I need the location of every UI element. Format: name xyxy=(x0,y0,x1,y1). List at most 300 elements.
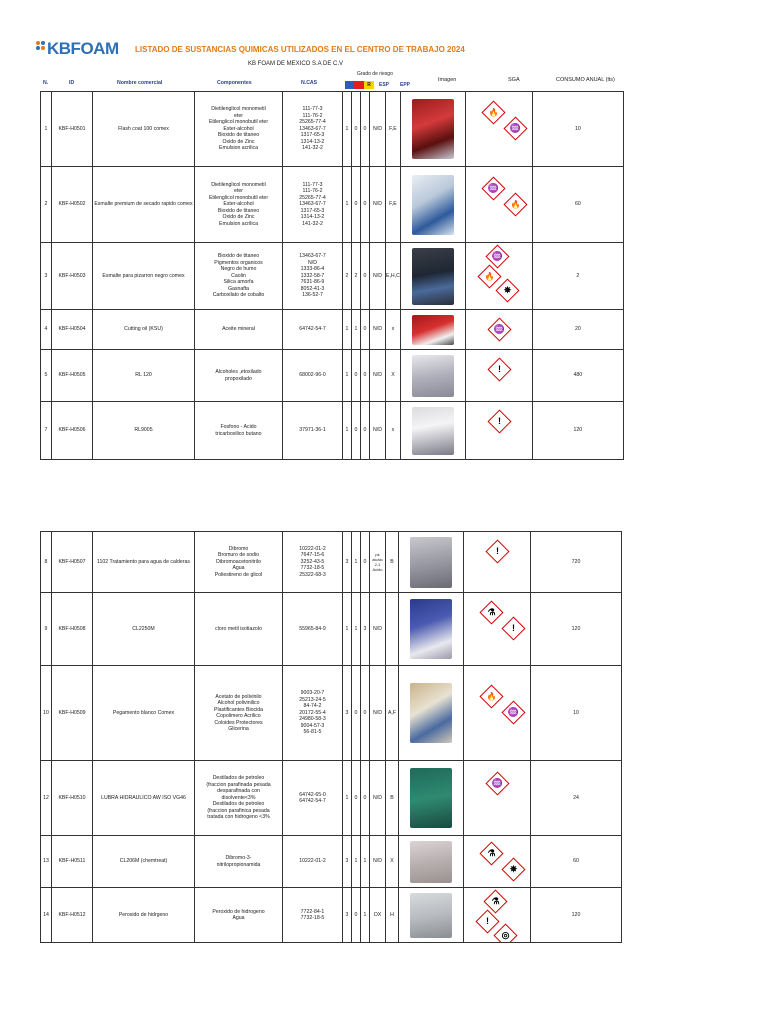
row-consumo xyxy=(532,310,623,350)
row-esp xyxy=(370,761,386,836)
row-imagen xyxy=(399,532,464,593)
component-line: (fraccion parafinica pesada xyxy=(207,807,270,814)
flame-icon: 🔥 xyxy=(503,192,527,216)
row-imagen xyxy=(399,761,464,836)
row-number xyxy=(41,92,52,167)
product-photo xyxy=(410,683,452,743)
row-consumo xyxy=(531,888,622,943)
col-header-componentes: Componentes xyxy=(217,80,252,86)
health-swatch: S xyxy=(345,81,354,89)
row-sga xyxy=(465,92,532,167)
exclamation-icon: ! xyxy=(485,539,509,563)
epp-value: x xyxy=(391,427,395,434)
company-logo xyxy=(36,38,119,60)
row-number-value: 3 xyxy=(44,272,48,279)
component-line: Bioxido de titaneo xyxy=(217,132,260,139)
reactivity-swatch: R xyxy=(364,81,374,89)
row-number xyxy=(41,888,52,943)
row-id xyxy=(52,243,93,310)
row-number-value: 10 xyxy=(43,709,49,716)
inflamabilidad-value: 1 xyxy=(354,326,358,333)
row-id xyxy=(52,888,93,943)
product-photo xyxy=(410,768,452,828)
cas-line: 10222-01-2 xyxy=(299,858,326,865)
row-number xyxy=(41,310,52,350)
row-esp xyxy=(370,92,386,167)
esp-value: N/D xyxy=(373,201,382,208)
row-nombre xyxy=(93,836,195,888)
row-reactividad xyxy=(361,761,370,836)
component-line: Agua xyxy=(232,915,245,921)
row-nombre xyxy=(93,243,195,310)
reactividad-value: 0 xyxy=(363,372,367,379)
row-inflamabilidad xyxy=(352,761,361,836)
logo-mark-icon xyxy=(36,40,46,58)
row-inflamabilidad xyxy=(352,310,361,350)
reactividad-value: 0 xyxy=(363,326,367,333)
row-reactividad xyxy=(361,888,370,943)
component-line: Silica amorfa xyxy=(223,279,254,286)
row-id xyxy=(52,593,93,666)
cas-line: 56-81-5 xyxy=(303,729,322,736)
row-esp xyxy=(370,666,386,761)
row-cas xyxy=(283,532,343,593)
row-componentes xyxy=(195,888,283,943)
reactividad-value: 3 xyxy=(363,625,367,632)
cas-line: 1314-13-2 xyxy=(300,214,325,221)
row-nombre xyxy=(93,310,195,350)
cas-line: 111-77-3 xyxy=(302,106,323,113)
row-cas xyxy=(283,888,343,943)
row-salud xyxy=(343,167,352,243)
product-photo xyxy=(410,599,452,659)
environment-icon: ♒ xyxy=(503,116,527,140)
row-sga xyxy=(464,761,531,836)
esp-value: N/D xyxy=(373,427,382,434)
row-nombre xyxy=(93,92,195,167)
sga-pictograms xyxy=(469,313,529,347)
esp-value: N/D xyxy=(373,272,382,279)
product-photo xyxy=(412,175,454,235)
component-line: tricarboxilico butano xyxy=(215,430,262,437)
row-imagen xyxy=(400,92,465,167)
esp-value: OX xyxy=(373,911,382,918)
cas-line: 9003-20-7 xyxy=(300,690,325,697)
row-componentes xyxy=(195,167,283,243)
component-line: Oxido de Zinc xyxy=(222,214,255,221)
row-inflamabilidad xyxy=(352,92,361,167)
row-inflamabilidad xyxy=(352,836,361,888)
row-id xyxy=(52,761,93,836)
row-id xyxy=(52,350,93,402)
salud-value: 1 xyxy=(345,125,349,132)
row-sga xyxy=(464,888,531,943)
exclamation-icon: ! xyxy=(475,909,499,933)
cas-line: 111-76-2 xyxy=(302,112,323,119)
row-inflamabilidad xyxy=(352,243,361,310)
row-cas xyxy=(283,310,343,350)
salud-value: 1 xyxy=(345,625,349,632)
cas-line: 25265-77-4 xyxy=(299,119,326,126)
logo-text: KBFOAM xyxy=(47,39,119,58)
cas-line: 68002-96-0 xyxy=(299,372,326,379)
table-row xyxy=(41,666,622,761)
row-epp xyxy=(386,761,399,836)
component-line: Oxido de Zinc xyxy=(222,138,255,145)
component-line: tratada con hidrogeno <3% xyxy=(207,814,270,821)
component-line: Emulsion acrilica xyxy=(219,145,258,152)
cas-line: 64742-54-7 xyxy=(299,798,326,804)
row-inflamabilidad xyxy=(352,666,361,761)
row-esp xyxy=(370,243,386,310)
inflamabilidad-value: 1 xyxy=(354,625,358,632)
row-epp xyxy=(386,666,399,761)
component-line: Emulsion acrilica xyxy=(219,220,258,227)
row-sga xyxy=(464,593,531,666)
epp-value: E,H,C xyxy=(386,272,400,279)
row-salud xyxy=(343,310,352,350)
reactividad-value: 0 xyxy=(363,125,367,132)
fire-swatch: I xyxy=(354,81,364,89)
row-esp xyxy=(370,836,386,888)
row-cas xyxy=(283,593,343,666)
row-id-value: KBF-H0508 xyxy=(58,625,86,632)
inflamabilidad-value: 1 xyxy=(354,558,358,565)
reactividad-value: 0 xyxy=(363,272,367,279)
row-nombre xyxy=(93,167,195,243)
row-epp xyxy=(386,593,399,666)
row-componentes xyxy=(195,761,283,836)
sga-pictograms xyxy=(469,98,529,160)
row-imagen xyxy=(400,310,465,350)
component-line: Caolin xyxy=(231,272,246,279)
corrosion-icon: ⚗ xyxy=(479,841,503,865)
inflamabilidad-value: 2 xyxy=(354,272,358,279)
component-line: Etilenglicol monobutil eter xyxy=(208,194,269,201)
row-epp xyxy=(386,92,401,167)
reactividad-value: 1 xyxy=(363,858,367,865)
row-nombre xyxy=(93,402,195,460)
row-id-value: KBF-H0505 xyxy=(58,372,86,379)
cas-line: 7732-18-5 xyxy=(300,565,325,572)
component-line: Pigmentos organicos xyxy=(214,259,263,266)
epp-value: H xyxy=(390,911,394,918)
row-reactividad xyxy=(361,836,370,888)
row-componentes xyxy=(195,532,283,593)
row-imagen xyxy=(399,593,464,666)
row-id xyxy=(52,167,93,243)
epp-value: A,F xyxy=(387,709,397,716)
row-salud xyxy=(343,666,352,761)
row-componentes xyxy=(195,402,283,460)
salud-value: 1 xyxy=(345,794,349,801)
environment-icon: ♒ xyxy=(481,176,505,200)
cas-line: 111-77-3 xyxy=(302,181,323,188)
col-header-consumo: CONSUMO ANUAL (lts) xyxy=(556,77,615,83)
component-line: Destilados de petroleo xyxy=(212,775,265,782)
component-line: propoxilado xyxy=(225,375,252,382)
row-epp xyxy=(386,532,399,593)
grado-riesgo-label: Grado de riesgo xyxy=(357,71,393,77)
row-esp xyxy=(370,402,386,460)
row-sga xyxy=(465,243,532,310)
epp-value: X xyxy=(391,372,395,379)
sga-pictograms xyxy=(467,767,527,829)
row-cas xyxy=(283,167,343,243)
col-header-n: N. xyxy=(43,80,49,86)
cas-line: 7631-86-9 xyxy=(300,279,325,286)
inflamabilidad-value: 0 xyxy=(354,709,358,716)
row-cas xyxy=(283,402,343,460)
component-line: eter xyxy=(234,188,243,195)
row-id-value: KBF-H0502 xyxy=(58,201,86,208)
inflamabilidad-value: 0 xyxy=(354,125,358,132)
component-line: Gasnafta xyxy=(227,285,250,292)
environment-icon: ♒ xyxy=(485,771,509,795)
row-sga xyxy=(465,350,532,402)
component-line: Negro de humo xyxy=(220,266,257,273)
row-number-value: 2 xyxy=(44,201,48,208)
salud-value: 3 xyxy=(345,911,349,918)
row-cas xyxy=(283,836,343,888)
component-line: Etilenglicol monobutil eter xyxy=(208,119,269,126)
cas-line: 20172-55-4 xyxy=(299,709,326,716)
row-number xyxy=(41,761,52,836)
row-salud xyxy=(343,532,352,593)
row-esp xyxy=(370,532,386,593)
environment-icon: ♒ xyxy=(487,317,511,341)
table-row xyxy=(41,243,624,310)
row-consumo xyxy=(531,836,622,888)
inflamabilidad-value: 0 xyxy=(354,201,358,208)
product-photo xyxy=(412,315,454,345)
row-nombre-value: Esmalte premium de secado rapido comex xyxy=(94,201,193,208)
component-line: Ester-alcohol xyxy=(223,125,254,132)
epp-value: F,E xyxy=(389,201,397,208)
esp-value: N/D xyxy=(373,125,382,132)
row-consumo xyxy=(531,666,622,761)
row-sga xyxy=(464,836,531,888)
row-id-value: KBF-H0504 xyxy=(58,326,86,333)
flame-icon: 🔥 xyxy=(481,100,505,124)
cas-line: 136-52-7 xyxy=(302,292,323,299)
component-line: Copolimero Acrilico xyxy=(216,713,261,719)
row-nombre xyxy=(93,888,195,943)
component-line: Bromuro de sodio xyxy=(218,552,259,559)
epp-value: B xyxy=(390,794,394,801)
consumo-value: 10 xyxy=(574,125,581,132)
esp-value: N/D xyxy=(373,625,382,632)
consumo-value: 60 xyxy=(574,201,581,208)
cas-line: 84-74-2 xyxy=(303,703,322,710)
row-imagen xyxy=(400,350,465,402)
cas-line: 111-76-2 xyxy=(302,188,323,195)
inflamabilidad-value: 1 xyxy=(354,858,358,865)
esp-value: N/D xyxy=(373,326,382,333)
component-line: Fosfono - Acido xyxy=(220,424,257,430)
row-imagen xyxy=(399,888,464,943)
row-salud xyxy=(343,888,352,943)
corrosion-icon: ⚗ xyxy=(479,600,503,624)
row-imagen xyxy=(400,402,465,460)
row-consumo xyxy=(531,532,622,593)
cas-line: 13463-67-7 xyxy=(299,125,326,132)
consumo-value: 20 xyxy=(574,326,581,333)
component-line: Acetato de polivinilo xyxy=(215,693,262,700)
row-reactividad xyxy=(361,402,370,460)
sga-pictograms xyxy=(469,174,529,236)
table-row xyxy=(41,167,624,243)
inflamabilidad-value: 0 xyxy=(354,794,358,801)
row-cas xyxy=(283,666,343,761)
row-componentes xyxy=(195,836,283,888)
row-number-value: 9 xyxy=(44,625,48,632)
sga-pictograms xyxy=(469,405,529,457)
row-inflamabilidad xyxy=(352,593,361,666)
component-line: Glicerina xyxy=(228,726,249,732)
sga-pictograms xyxy=(469,246,529,307)
row-salud xyxy=(343,243,352,310)
component-line: Bioxido de titaneo xyxy=(217,207,260,214)
row-sga xyxy=(464,532,531,593)
consumo-value: 24 xyxy=(573,794,579,801)
row-epp xyxy=(386,836,399,888)
sga-pictograms xyxy=(467,839,527,885)
row-reactividad xyxy=(361,666,370,761)
component-line: Coloides Protectores xyxy=(214,719,263,726)
row-number-value: 8 xyxy=(44,558,48,565)
row-epp xyxy=(386,310,401,350)
table-row xyxy=(41,92,624,167)
row-id xyxy=(52,92,93,167)
flame-icon: 🔥 xyxy=(479,684,503,708)
cas-line: 13463-67-7 xyxy=(299,253,326,260)
row-number-value: 1 xyxy=(44,125,48,132)
esp-value: N/D xyxy=(373,794,382,801)
row-inflamabilidad xyxy=(352,532,361,593)
row-sga xyxy=(465,310,532,350)
row-number-value: 12 xyxy=(43,794,49,801)
row-imagen xyxy=(399,666,464,761)
row-esp xyxy=(370,350,386,402)
component-line: Plastificantes Biocida xyxy=(213,706,264,713)
component-line: cloro metil isotiazolo xyxy=(215,625,262,632)
row-number-value: 13 xyxy=(43,858,49,865)
component-line: Aceite mineral xyxy=(222,326,255,333)
health-hazard-icon: ✵ xyxy=(501,857,525,881)
component-line: Agua xyxy=(232,565,245,572)
cas-line: 10222-01-2 xyxy=(299,545,326,552)
row-id-value: KBF-H0503 xyxy=(58,272,86,279)
exclamation-icon: ! xyxy=(487,409,511,433)
epp-value: x xyxy=(391,326,395,333)
row-id xyxy=(52,532,93,593)
reactividad-value: 0 xyxy=(363,558,367,565)
row-nombre xyxy=(93,350,195,402)
row-consumo xyxy=(532,350,623,402)
row-number-value: 14 xyxy=(43,911,49,918)
table-row xyxy=(41,888,622,943)
row-consumo xyxy=(531,593,622,666)
table-row xyxy=(41,761,622,836)
row-number xyxy=(41,402,52,460)
row-number-value: 5 xyxy=(44,372,48,379)
row-componentes xyxy=(195,310,283,350)
row-reactividad xyxy=(361,310,370,350)
row-id-value: KBF-H0507 xyxy=(58,558,86,565)
row-consumo xyxy=(532,402,623,460)
cas-line: 1317-65-3 xyxy=(300,132,325,139)
esp-value: N/D xyxy=(373,709,382,716)
row-esp xyxy=(370,593,386,666)
consumo-value: 10 xyxy=(573,709,579,716)
row-epp xyxy=(386,350,401,402)
row-number xyxy=(41,350,52,402)
row-imagen xyxy=(399,836,464,888)
row-sga xyxy=(465,402,532,460)
consumo-value: 60 xyxy=(573,858,579,865)
reactividad-value: 0 xyxy=(363,709,367,716)
table-row xyxy=(41,350,624,402)
row-inflamabilidad xyxy=(352,888,361,943)
component-line: desparafinada con xyxy=(217,788,260,795)
cas-line: 8052-41-3 xyxy=(300,285,325,292)
product-photo xyxy=(412,99,454,159)
row-componentes xyxy=(195,92,283,167)
salud-value: 3 xyxy=(345,709,349,716)
row-nombre-value: Pegamento blanco Comex xyxy=(112,709,175,716)
epp-value: X xyxy=(390,858,394,865)
consumo-value: 120 xyxy=(571,625,581,632)
row-number xyxy=(41,666,52,761)
product-photo xyxy=(412,355,454,397)
esp-value: N/D xyxy=(373,372,382,379)
esp-header: ESP xyxy=(378,82,389,88)
row-sga xyxy=(465,167,532,243)
component-line: Dietilenglicol monometil xyxy=(211,106,266,113)
salud-value: 1 xyxy=(345,427,349,434)
cas-line: 1317-65-3 xyxy=(300,207,325,214)
row-nombre-value: 1102 Tratamiento para agua de calderas xyxy=(96,558,191,565)
product-photo xyxy=(410,537,452,588)
row-imagen xyxy=(400,243,465,310)
row-reactividad xyxy=(361,167,370,243)
row-reactividad xyxy=(361,532,370,593)
row-cas xyxy=(283,350,343,402)
table-row xyxy=(41,532,622,593)
epp-header: EPP xyxy=(399,82,410,88)
row-consumo xyxy=(532,167,623,243)
reactividad-value: 0 xyxy=(363,427,367,434)
row-id xyxy=(52,666,93,761)
col-header-imagen: Imagen xyxy=(438,77,457,83)
row-salud xyxy=(343,836,352,888)
salud-value: 2 xyxy=(345,272,349,279)
row-nombre xyxy=(93,761,195,836)
cas-line: 9004-57-3 xyxy=(300,722,325,729)
row-nombre-value: Peroxido de hidrgeno xyxy=(118,911,169,918)
component-line: Dibromo xyxy=(228,545,249,552)
row-id-value: KBF-H0512 xyxy=(58,911,86,918)
row-consumo xyxy=(531,761,622,836)
salud-value: 1 xyxy=(345,326,349,333)
row-nombre-value: Esmalte para pizarron negro comex xyxy=(102,272,185,279)
salud-value: 3 xyxy=(345,858,349,865)
row-reactividad xyxy=(361,92,370,167)
cas-line: 1314-13-2 xyxy=(300,138,325,145)
component-line: Alcohol polivinilico xyxy=(217,700,260,706)
row-inflamabilidad xyxy=(352,350,361,402)
